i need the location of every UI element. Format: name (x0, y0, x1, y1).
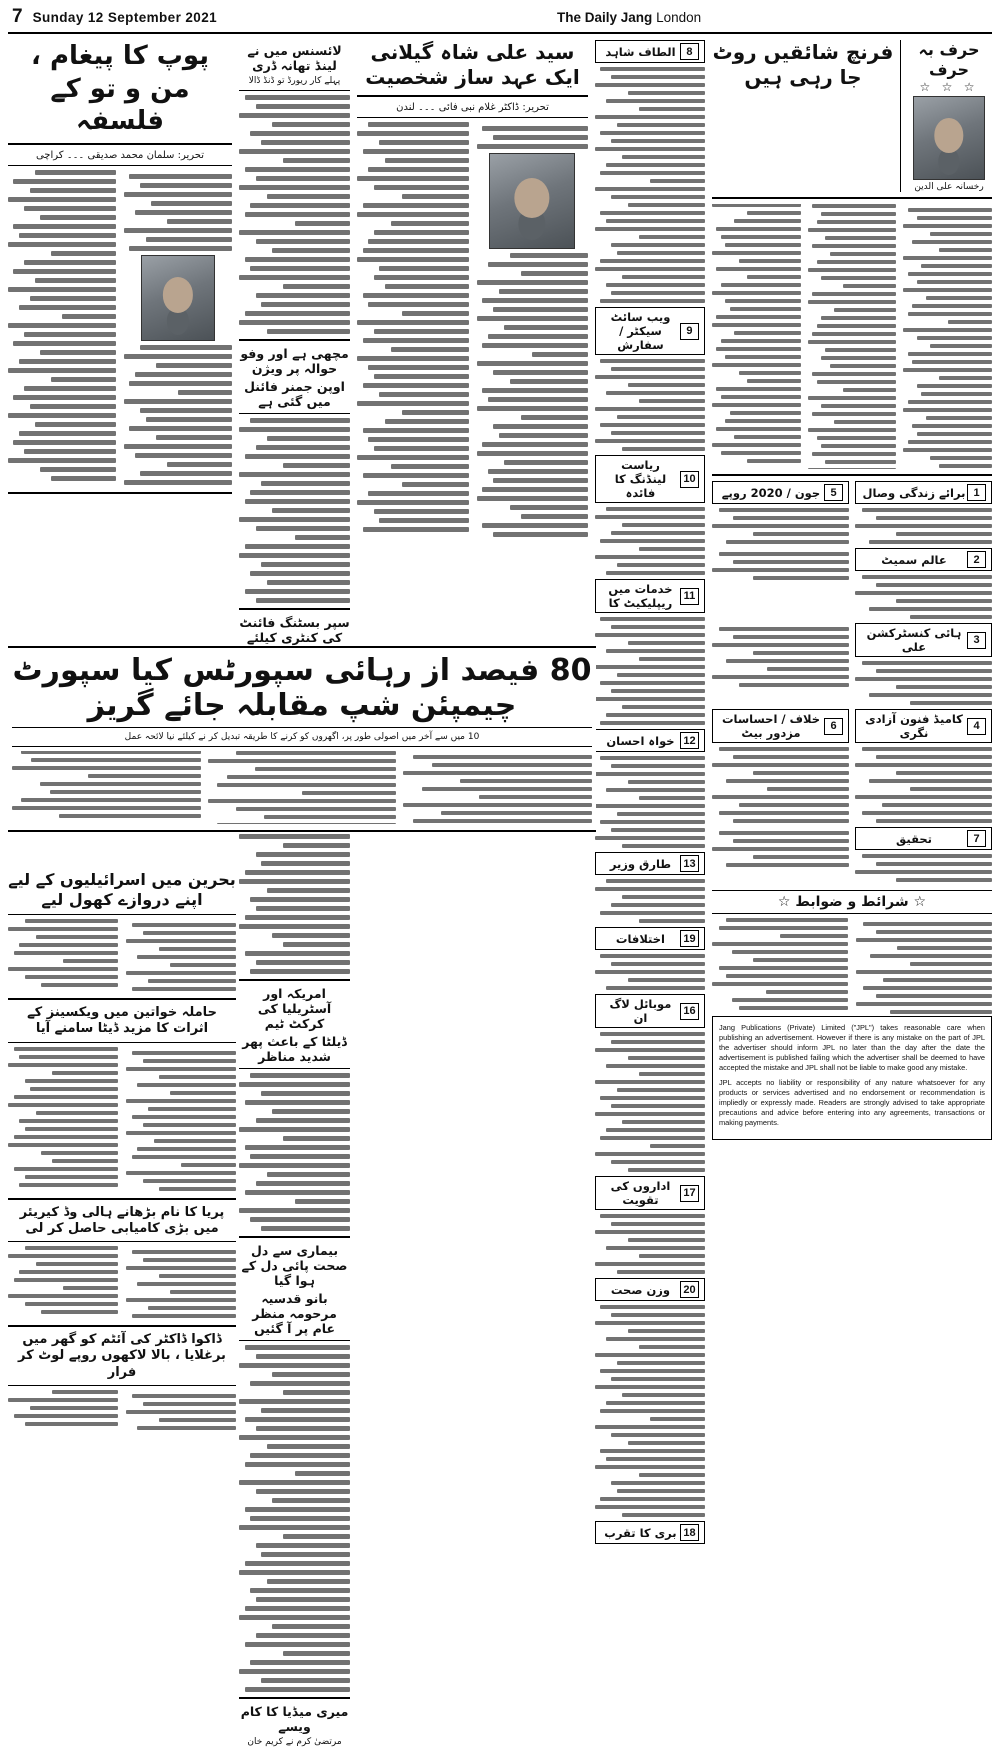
clue-item[interactable] (595, 1278, 705, 1301)
clue-item[interactable] (595, 852, 705, 875)
disclaimer-paragraph-2: JPL accepts no liability or responsibility of any nature whatsoever for any products or services advertised and no endorsement or recommendation is impliedly or expressly made. Readers are strongly advised to take appropriate precautions and advice before entering into any agreements, transactions or making payments. (718, 1078, 985, 1128)
headline-open: مچھی ہے اور وفو حوالہ پر ویژن (240, 346, 349, 376)
numbered-label: برائے زندگی وصال (862, 485, 966, 500)
clue-label: اداروں کی تقویت (610, 1179, 671, 1207)
numbered-item[interactable] (855, 623, 992, 657)
subhead-media: مرتضیٰ کرم نے کریم خان (247, 1737, 342, 1747)
clue-body-19 (595, 954, 705, 990)
headline-heart: بیماری سے دل صحت پائی دل کے ہوا گیا (241, 1243, 348, 1288)
clue-number: 20 (680, 1281, 699, 1298)
numbered-number: 7 (967, 830, 986, 847)
headline-media: میری میڈیا کا کام ویسے (240, 1704, 349, 1734)
paper-title: The Daily Jang (557, 9, 653, 25)
clue-body-20 (595, 1305, 705, 1517)
clue-item[interactable] (595, 927, 705, 950)
numbered-label: کامیڈ فنون آزادی نگری (865, 712, 963, 741)
clue-label: خدمات میں ریپلیکیٹ کا (608, 582, 673, 610)
terms-title (712, 890, 992, 914)
clue-item[interactable] (595, 994, 705, 1028)
body-license (239, 95, 350, 334)
decorative-stars: ☆ ☆ ☆ (919, 80, 979, 94)
clue-body-16 (595, 1032, 705, 1172)
headline-open-2: اوپن جمنر فائنل میں گئی ہے (244, 379, 345, 409)
terms-title-label: شرائط و ضوابط (795, 894, 909, 911)
clue-label: ویب سائٹ سیکٹر / سفارش (610, 310, 671, 352)
clue-body-13 (595, 879, 705, 923)
masthead (8, 6, 992, 34)
column-3 (357, 40, 588, 1670)
numbered-item[interactable] (855, 481, 992, 504)
paper-name (557, 10, 701, 25)
article-body-gilani (357, 122, 588, 539)
clue-label: الطاف شاہد (605, 44, 676, 59)
article-byline-pope: تحریر: سلمان محمد صدیقی ۔۔۔ کراچی (35, 149, 205, 161)
numbered-number: 6 (824, 718, 843, 735)
headline-banu: بانو قدسیہ مرحومہ منظر عام پر آ گئیں (252, 1291, 337, 1336)
numbered-number: 2 (967, 551, 986, 568)
banner-subhead: 10 میں سے آخر میں اصولی طور پر، اگھروں کو کرنے کا طریقہ تبدیل کر نے کیلئے نیا لائحہ عمل (124, 732, 480, 742)
clue-label: اختلافات (615, 931, 665, 946)
numbered-label: ہائی کنسٹرکشن علی (866, 626, 962, 655)
clue-number: 11 (680, 588, 699, 605)
star-left-icon: ☆ (913, 894, 927, 911)
numbered-label: جون / 2020 روپے (721, 485, 821, 500)
body-banu (239, 1345, 350, 1692)
clue-body-10 (595, 507, 705, 575)
columnist-name: رخسانہ علی الدین (914, 182, 984, 192)
clue-label: بری کا تقرب (604, 1525, 677, 1540)
body-open (239, 418, 350, 603)
clue-number: 16 (680, 1003, 699, 1020)
clue-body-17 (595, 1214, 705, 1274)
numbered-item[interactable] (712, 709, 849, 743)
disclaimer-paragraph-1: Jang Publications (Private) Limited ("JPL") takes reasonable care when publishing an advertisement. However if there is any mistake on the part of JPL the advertiser should inform JPL no later than the day after the date the advertisement is published failing which the advertiser shall be deemed to have accepted the mistake and JPL shall not be liable to make good any mistake. (718, 1023, 985, 1073)
clue-number: 12 (680, 732, 699, 749)
article-headline-gilani: سید علی شاہ گیلانی ایک عہد ساز شخصیت (365, 40, 580, 89)
article-headline-french: فرنچ شائقیں روٹ جا رہی ہیں (712, 40, 894, 89)
headline-hollywood: پریا کا نام بڑھانے ہالی وڈ کیریئر میں بڑی کامیابی حاصل کر لی (19, 1204, 225, 1236)
paper-edition: London (656, 9, 702, 25)
clue-item[interactable] (595, 1176, 705, 1210)
clue-label: طارق وزیر (609, 856, 672, 871)
numbered-item[interactable] (855, 548, 992, 571)
numbered-number: 1 (967, 484, 986, 501)
clue-body-12 (595, 756, 705, 848)
article-body-french (712, 204, 992, 469)
clue-number: 19 (680, 930, 699, 947)
clue-item[interactable] (595, 729, 705, 752)
article-body-pope (8, 170, 232, 487)
headline-license: لائسنس میں نے لینڈ تھانہ ڈری (247, 43, 342, 73)
banner-ad-sports (8, 640, 596, 838)
clue-number: 10 (680, 471, 699, 488)
headline-delta: ڈیلٹا کے باعث پھر شدید مناظر (242, 1034, 347, 1064)
column-title-harf: حرف بہ حرف (918, 40, 980, 79)
numbered-item[interactable] (855, 709, 992, 743)
star-right-icon: ☆ (777, 894, 791, 911)
headline-robbery: ڈاکوا ڈاکٹر کی آئٹم کو گھر میں برغلایا ، بالا لاکھوں روپے لوٹ کر فرار (18, 1332, 226, 1380)
clue-item[interactable] (595, 1521, 705, 1544)
numbered-label: تحقیق (896, 831, 932, 846)
banner-headline: 80 فیصد از رہائی سپورٹس کیا سپورٹ چیمپئن شپ مقابلہ جائے گریز (12, 653, 592, 723)
clue-item[interactable] (595, 579, 705, 613)
clue-item[interactable] (595, 455, 705, 503)
column-4 (595, 40, 705, 1670)
numbered-blocks (712, 481, 992, 548)
columnist-photo (913, 96, 985, 180)
author-photo-pope (141, 255, 215, 341)
legal-disclaimer (712, 1016, 992, 1140)
numbered-number: 4 (967, 718, 986, 735)
article-headline-pope: پوپ کا پیغام ، من و تو کے فلسفہ (31, 41, 209, 136)
clue-number: 8 (680, 43, 699, 60)
clue-body-11 (595, 617, 705, 725)
clue-label: موبائل لاگ ان (609, 997, 672, 1025)
clue-number: 9 (680, 323, 699, 340)
clue-number: 17 (680, 1185, 699, 1202)
headline-bahrain: بحرین میں اسرائیلیوں کے لیے اپنے دروازے کھول لیے (8, 870, 236, 909)
column-5 (712, 40, 992, 1670)
clue-body-9 (595, 359, 705, 451)
headline-pregnant: حاملہ خواتین میں ویکسینز کے اثرات کا مزید ڈیٹا سامنے آیا (27, 1005, 217, 1037)
numbered-number: 3 (967, 632, 986, 649)
author-photo-gilani (489, 153, 575, 249)
column-2 (239, 40, 350, 1747)
numbered-item[interactable] (855, 827, 992, 850)
page-number: 7 (12, 6, 23, 27)
numbered-item[interactable] (712, 481, 849, 504)
subhead-license: پہلے کار ریورڈ تو ڈنڈ ڈالا (248, 76, 341, 86)
article-byline-gilani: تحریر: ڈاکٹر غلام نبی فائی ۔۔۔ لندن (396, 102, 549, 113)
clue-item[interactable] (595, 307, 705, 355)
clue-number: 18 (680, 1524, 699, 1541)
clue-number: 13 (680, 855, 699, 872)
clue-body-8 (595, 67, 705, 303)
numbered-number: 5 (824, 484, 843, 501)
clue-item[interactable] (595, 40, 705, 63)
clue-label: ریاست لینڈنگ کا فائدہ (614, 458, 667, 500)
publication-date: Sunday 12 September 2021 (32, 9, 218, 25)
numbered-label: عالم سمیٹ (881, 552, 947, 567)
body-delta (239, 1073, 350, 1231)
headline-print: سپر بسٹنگ فائنٹ کی کنٹری کیلئے (239, 615, 350, 645)
clue-label: وزن صحت (610, 1282, 671, 1297)
numbered-label: خلاف / احساسات مزدور بیٹ (721, 712, 820, 741)
clue-label: خواہ احسان (606, 733, 675, 748)
terms-body (712, 918, 992, 1016)
headline-america: امریکہ اور آسٹریلیا کی کرکٹ ٹیم (257, 986, 332, 1031)
lower-left-stories (8, 870, 236, 1432)
